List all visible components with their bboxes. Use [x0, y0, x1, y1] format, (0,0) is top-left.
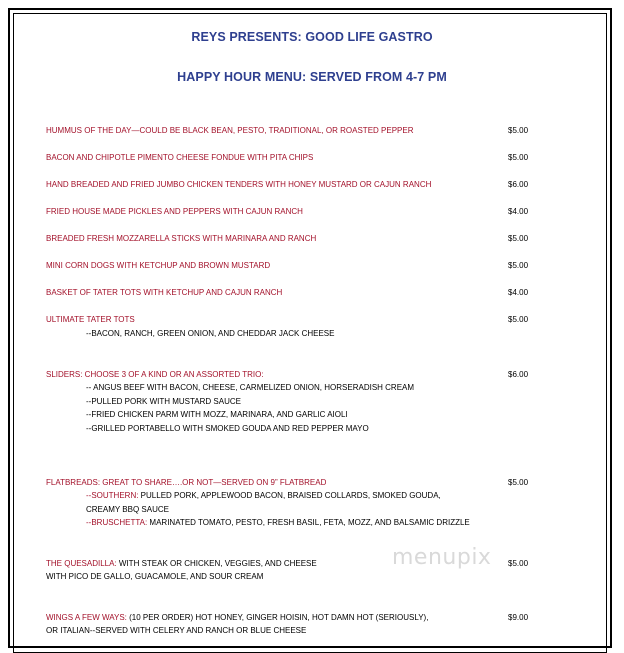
menu-item-price: $5.00 — [508, 234, 529, 243]
menu-item-price: $5.00 — [508, 153, 529, 162]
menu-item-option — [46, 489, 556, 503]
menu-item-name: FLATBREADS: GREAT TO SHARE….OR NOT—SERVED ON 9” FLATBREAD — [46, 478, 327, 487]
menu-item-name: MINI CORN DOGS WITH KETCHUP AND BROWN MUSTARD — [46, 261, 271, 270]
menu-subtitle: HAPPY HOUR MENU: SERVED FROM 4-7 PM — [177, 70, 447, 84]
menu-item-price: $5.00 — [508, 478, 529, 487]
menu-item-option: --FRIED CHICKEN PARM WITH MOZZ, MARINARA, AND GARLIC AIOLI — [86, 410, 348, 419]
menu-item-option-cont: CREAMY BBQ SAUCE — [86, 505, 169, 514]
menu-item-price: $5.00 — [508, 315, 529, 324]
menu-item-name: ULTIMATE TATER TOTS — [46, 315, 135, 324]
menu-item-price: $9.00 — [508, 613, 529, 622]
menu-item-name: SLIDERS: CHOOSE 3 OF A KIND OR AN ASSORTED TRIO: — [46, 370, 264, 379]
menu-item-name: BACON AND CHIPOTLE PIMENTO CHEESE FONDUE WITH PITA CHIPS — [46, 153, 314, 162]
item-label: THE QUESADILLA: — [46, 559, 117, 568]
menu-item-price: $5.00 — [508, 126, 529, 135]
menu-item-name — [46, 611, 516, 625]
menu-item-detail: --BACON, RANCH, GREEN ONION, AND CHEDDAR JACK CHEESE — [86, 329, 335, 338]
item-text: (10 PER ORDER) HOT HONEY, GINGER HOISIN, HOT DAMN HOT (SERIOUSLY), — [126, 613, 429, 622]
option-label: --BRUSCHETTA: — [86, 518, 148, 527]
menu-item-price: $5.00 — [508, 261, 529, 270]
option-text: PULLED PORK, APPLEWOOD BACON, BRAISED COLLARDS, SMOKED GOUDA, — [138, 491, 441, 500]
watermark: menupix — [392, 545, 492, 570]
menu-item-detail: WITH PICO DE GALLO, GUACAMOLE, AND SOUR CREAM — [46, 572, 264, 581]
menu-item-price: $6.00 — [508, 370, 529, 379]
menu-item-option — [46, 516, 556, 530]
item-label: WINGS A FEW WAYS: — [46, 613, 127, 622]
menu-item-option: -- ANGUS BEEF WITH BACON, CHEESE, CARMELIZED ONION, HORSERADISH CREAM — [86, 383, 415, 392]
menu-item-price: $5.00 — [508, 559, 529, 568]
menu-item-name: BASKET OF TATER TOTS WITH KETCHUP AND CAJUN RANCH — [46, 288, 283, 297]
menu-item-price: $4.00 — [508, 288, 529, 297]
menu-item-price: $4.00 — [508, 207, 529, 216]
item-text: WITH STEAK OR CHICKEN, VEGGIES, AND CHEESE — [116, 559, 317, 568]
menu-item-detail: OR ITALIAN--SERVED WITH CELERY AND RANCH OR BLUE CHEESE — [46, 626, 307, 635]
menu-item-option: --GRILLED PORTABELLO WITH SMOKED GOUDA AND RED PEPPER MAYO — [86, 424, 369, 433]
option-label: --SOUTHERN: — [86, 491, 139, 500]
menu-item-price: $6.00 — [508, 180, 529, 189]
menu-item-name: HAND BREADED AND FRIED JUMBO CHICKEN TENDERS WITH HONEY MUSTARD OR CAJUN RANCH — [46, 180, 432, 189]
menu-item-name: BREADED FRESH MOZZARELLA STICKS WITH MARINARA AND RANCH — [46, 234, 317, 243]
restaurant-title: REYS PRESENTS: GOOD LIFE GASTRO — [191, 30, 433, 44]
menu-item-name: FRIED HOUSE MADE PICKLES AND PEPPERS WITH CAJUN RANCH — [46, 207, 303, 216]
menu-item-name: HUMMUS OF THE DAY—COULD BE BLACK BEAN, PESTO, TRADITIONAL, OR ROASTED PEPPER — [46, 126, 414, 135]
option-text: MARINATED TOMATO, PESTO, FRESH BASIL, FETA, MOZZ, AND BALSAMIC DRIZZLE — [147, 518, 470, 527]
menu-item-option: --PULLED PORK WITH MUSTARD SAUCE — [86, 397, 241, 406]
